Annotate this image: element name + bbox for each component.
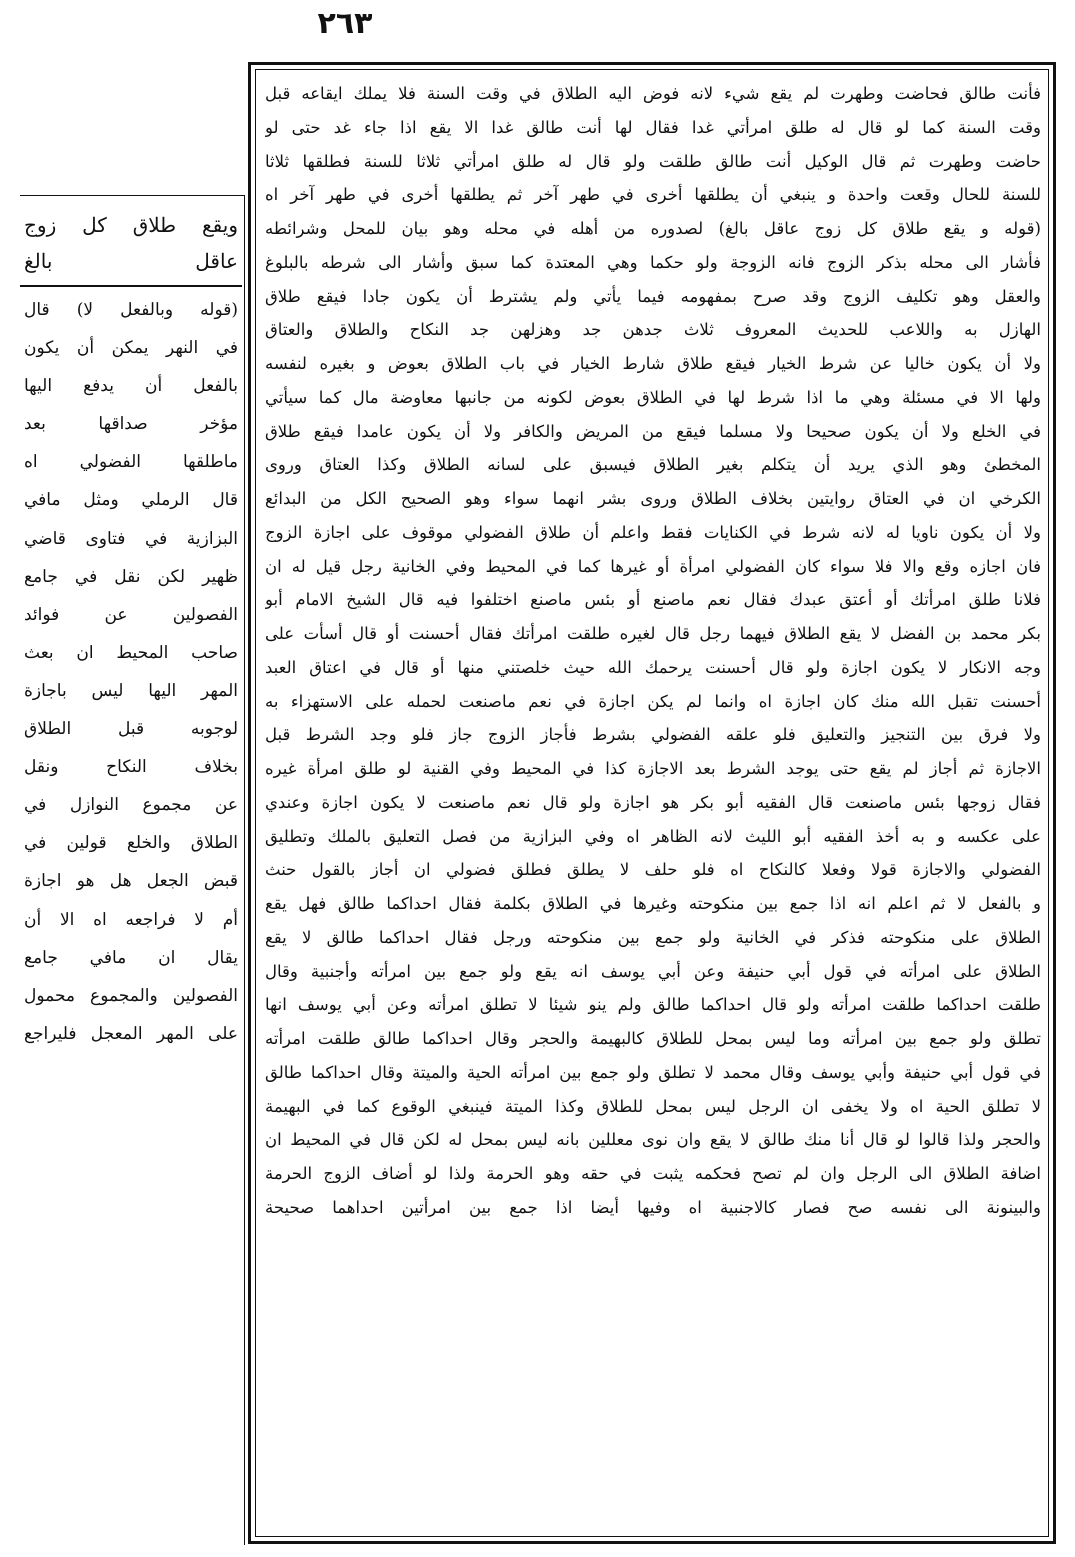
margin-heading-line: ويقع طلاق كل زوج: [24, 213, 238, 237]
main-text-body: [265, 77, 1041, 1529]
margin-note-line: لوجوبه قبل الطلاق: [24, 719, 238, 740]
main-text-line: في الخلع ولا أن يكون صحيحا ولا مسلما فيقع من المريض والكافر ولا أن يكون عامدا فيقع طلاق: [265, 421, 1041, 441]
main-text-line: فأشار الى محله بذكر الزوج فانه الزوجة ولو حكما وهي المعتدة كما سبق وأشار الى شرطه بالبلوغ: [265, 252, 1041, 272]
margin-note-line: مؤخر صداقها بعد: [24, 414, 238, 435]
margin-note-line: الفصولين والمجموع محمول: [24, 985, 238, 1006]
margin-note-line: يقال ان مافي جامع: [24, 947, 238, 968]
main-text-line: (قوله و يقع طلاق كل زوج عاقل بالغ) لصدوره من أهله في محله وهو بيان للمحل وشرائطه: [265, 219, 1041, 238]
main-text-line: وقت السنة كما لو قال له طلق امرأتي غدا فقال لها أنت طالق غدا الا يقع اذا جاء غد حتى لو: [265, 117, 1041, 137]
main-text-line: لا تطلق الحية اه ولا يخفى ان الرجل ليس بمحل للطلاق وكذا الميتة فينبغي الوقوع كما في البهيمة: [265, 1096, 1041, 1116]
margin-note-line: صاحب المحيط ان بعث: [24, 642, 238, 663]
margin-note-line: قال الرملي ومثل مافي: [24, 490, 238, 511]
margin-note-line: على المهر المعجل فليراجع: [24, 1023, 238, 1044]
margin-note-line: في النهر يمكن أن يكون: [24, 338, 238, 359]
margin-note-line: (قوله وبالفعل لا) قال: [24, 300, 238, 320]
main-text-line: والحجر ولذا قالوا لو قال أنا منك طالق لا يقع وان نوى معللين بانه ليس بمحل له لكن قال في المحيط ان: [265, 1130, 1041, 1150]
main-text-line: ولها الا في مسئلة وهي ما اذا شرط لها في الطلاق بعوض لكونه من جانبها معاوضة مال كما سيأتي: [265, 387, 1041, 407]
page-number: ٢٦٣: [317, 6, 373, 41]
main-text-line: للسنة للحال وقعت واحدة و ينبغي أن يطلقها أخرى في طهر آخر ثم يطلقها أخرى في طهر آخر اه: [265, 185, 1041, 205]
margin-note-line: الفصولين عن فوائد: [24, 604, 238, 625]
margin-note-line: ماطلقها الفضولي اه: [24, 452, 238, 473]
margin-vertical-rule: [244, 195, 245, 1545]
margin-note-line: قبض الجعل هل هو اجازة: [24, 871, 238, 892]
main-text-line: اضافة الطلاق الى الرجل وان لم تصح فحكمه يثبت في حقه وهو الحرمة ولذا لو أضاف الزوج الحرمة: [265, 1164, 1041, 1183]
main-text-line: والعقل وهو تكليف الزوج وقد صرح بمفهومه فيما يأتي ولم يشترط أن يكون جادا فيقع طلاق: [265, 286, 1041, 306]
main-text-line: المخطئ وهو الذي يريد أن يتكلم بغير الطلاق فيسبق على لسانه الطلاق وكذا العتاق وروى: [265, 455, 1041, 475]
margin-column: [20, 207, 242, 1053]
margin-note-line: أم لا فراجعه اه الا أن: [24, 909, 238, 930]
main-text-line: الكرخي ان في العتاق روايتين بخلاف الطلاق وروى بشر انهما سواء وهو الصحيح الكل من البدائع: [265, 489, 1041, 508]
margin-note-line: عن مجموع النوازل في: [24, 795, 238, 816]
main-text-line: بكر محمد بن الفضل لا يقع الطلاق فيهما رجل قال لغيره طلقت امرأتك فقال أحسنت أو قال أسأت على: [265, 624, 1041, 643]
margin-note-line: البزازية في فتاوى قاضي: [24, 528, 238, 549]
main-text-line: والبينونة الى نفسه صح فصار كالاجنبية اه وفيها أيضا اذا جمع بين امرأتين احداهما صحيحة: [265, 1197, 1041, 1217]
margin-divider: [20, 285, 242, 287]
main-text-line: في قول أبي حنيفة وأبي يوسف وقال محمد لا تطلق ولو جمع بين امرأته الحية والميتة وقال احداكما طالق: [265, 1062, 1041, 1082]
margin-heading-line: عاقل بالغ: [24, 249, 238, 273]
main-text-line: وجه الانكار لا يكون اجازة ولو قال أحسنت يرحمك الله حيث خلصتني منها أو قال في اعتاق العبد: [265, 657, 1041, 677]
main-text-frame: [248, 62, 1056, 1544]
margin-note-line: المهر اليها ليس باجازة: [24, 680, 238, 701]
main-text-line: فأنت طالق فحاضت وطهرت لم يقع شيء لانه فوض اليه الطلاق في وقت السنة فلا يملك ايقاعه قبل: [265, 84, 1041, 103]
margin-note: [20, 291, 242, 1053]
margin-note-line: بخلاف النكاح ونقل: [24, 757, 238, 778]
margin-note-line: بالفعل أن يدفع اليها: [24, 376, 238, 397]
main-text-line: طلقت احداكما طلقت امرأته ولو قال احداكما طالق ولم ينو شيئا لا تطلق امرأته وعن أبي يوسف انها: [265, 995, 1041, 1015]
margin-heading: [20, 207, 242, 279]
main-text-line: الهازل به واللاعب للحديث المعروف ثلاث جدهن جد وهزلهن جد النكاح والطلاق والعتاق: [265, 320, 1041, 340]
main-text-line: ولا أن يكون خاليا عن شرط الخيار فيقع طلاق شارط الخيار في باب الطلاق بعوض و بغيره لنفسه: [265, 354, 1041, 373]
main-text-line: أحسنت تقبل الله منك كان اجازة اه وانما لم يكن اجازة في نعم ماصنعت لحمله على الاستهزاء به: [265, 691, 1041, 711]
main-text-line: ولا فرق بين التنجيز والتعليق فلو علقه الفضولي بشرط فأجاز الزوج جاز فلو وجد الشرط قبل: [265, 725, 1041, 745]
margin-note-line: الطلاق والخلع قولين في: [24, 833, 238, 854]
main-text-line: على عكسه و به أخذ الفقيه أبو الليث لانه الظاهر اه وفي البزازية من فصل التعليق بالملك وتطليق: [265, 826, 1041, 846]
main-text-line: و بالفعل لا ثم اعلم انه اذا جمع بين منكوحته وغيرها في الطلاق بكلمة فقال احداكما طالق فهل يقع: [265, 894, 1041, 913]
main-text-line: الطلاق على امرأته في قول أبي حنيفة وعن أبي يوسف انه يقع ولو جمع بين امرأته وأجنبية وقال: [265, 961, 1041, 981]
main-text-line: الاجازة ثم أجاز لم يقع حتى يوجد الشرط بعد الاجازة كذا في المحيط وفي القنية لو طلق امرأة غيره: [265, 759, 1041, 778]
main-text-line: الطلاق على منكوحته فذكر في الخانية ولو جمع بين منكوحته ورجل فقال احداكما طالق لا يقع: [265, 927, 1041, 947]
main-text-line: فلانا طلق امرأتك أو أعتق عبدك فقال نعم ماصنع أو بئس ماصنع اختلفوا فيه قال الشيخ الامام أبو: [265, 590, 1041, 610]
main-text-line: تطلق ولو جمع بين امرأته وما ليس بمحل للطلاق كالبهيمة والحجر وقال احداكما طالق طلقت امرأته: [265, 1029, 1041, 1048]
main-text-line: حاضت وطهرت ثم قال الوكيل أنت طالق طلقت ولو قال له طلق امرأتي ثلاثا للسنة فطلقها ثلاثا: [265, 151, 1041, 171]
main-text-line: فقال زوجها بئس ماصنعت قال الفقيه أبو بكر هو اجازة ولو قال نعم ماصنعت لا يكون اجازة وعندي: [265, 792, 1041, 812]
main-text-line: الفضولي والاجازة قولا وفعلا كالنكاح اه فلو حلف لا يطلق فطلق فضولي ان أجاز بالقول حنث: [265, 860, 1041, 880]
main-text-line: ولا أن يكون ناويا له لانه شرط في الكنايات فقط واعلم أن طلاق الفضولي موقوف على اجازة الزوج: [265, 522, 1041, 542]
margin-note-line: ظهير لكن نقل في جامع: [24, 566, 238, 587]
main-text-line: فان اجازه وقع والا فلا سواء كان الفضولي امرأة أو غيرها كما في المحيط وفي الخانية رجل قيل له ان: [265, 556, 1041, 576]
margin-top-rule: [20, 195, 245, 196]
